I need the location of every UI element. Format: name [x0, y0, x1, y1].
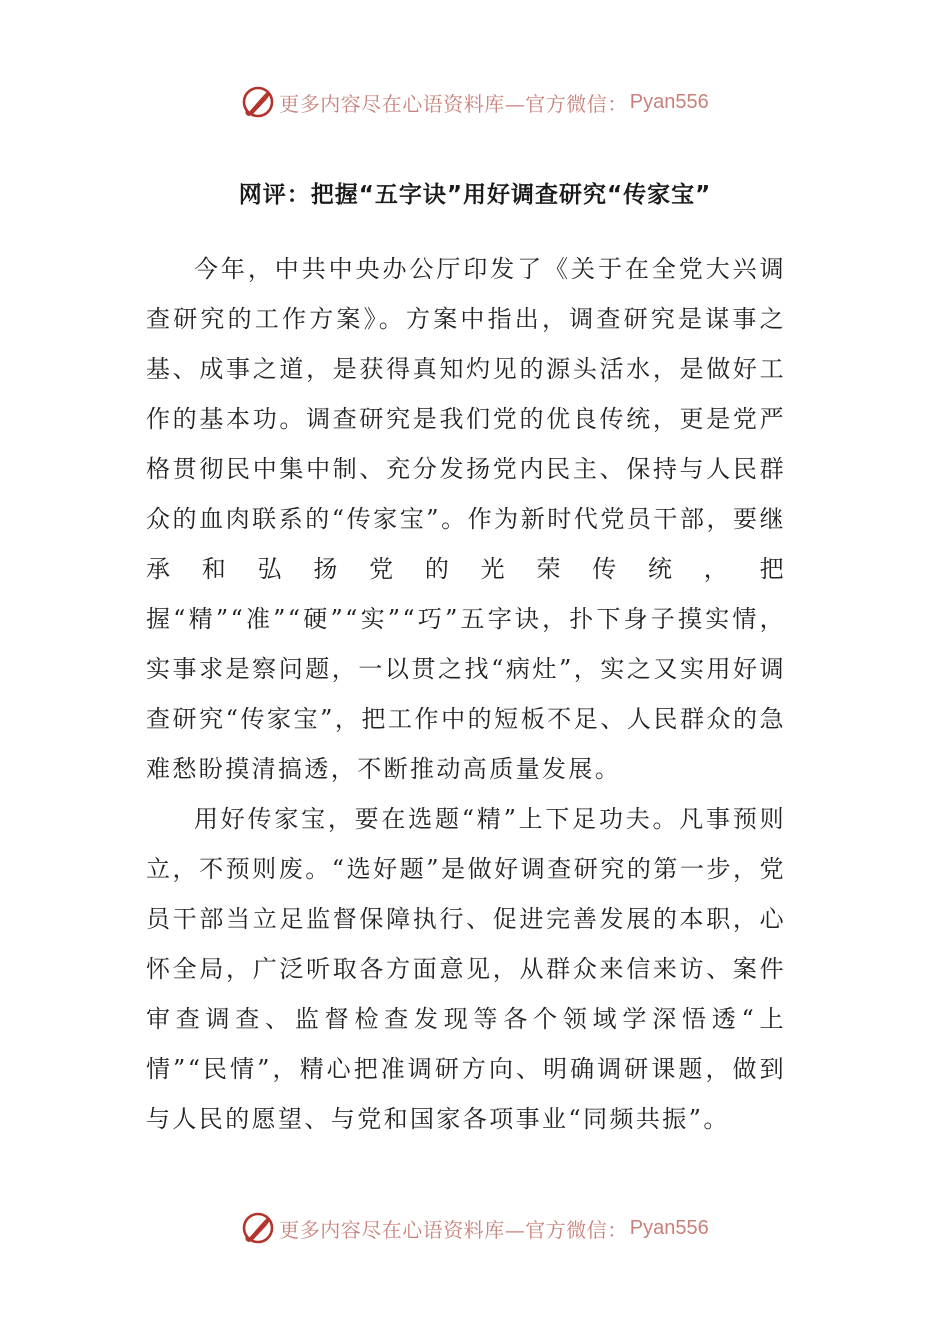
paragraph-1: 今年，中共中央办公厅印发了《关于在全党大兴调查研究的工作方案》。方案中指出，调查研究是谋事之基、成事之道，是获得真知灼见的源头活水，是做好工作的基本功。调查研究是我们党的优良传统，更是党严格贯彻民中集中制、充分发扬党内民主、保持与人民群众的血肉联系的“传家宝”。作为新时代党员干部，要继承和弘扬党的光荣传统，把握“精”“准”“硬”“实”“巧”五字诀，扑下身子摸实情，实事求是察问题，一以贯之找“病灶”，实之又实用好调查研究“传家宝”，把工作中的短板不足、人民群众的急难愁盼摸清搞透，不断推动高质量发展。	[146, 255, 786, 783]
footer-banner	[0, 1208, 950, 1248]
pen-nib-logo-icon	[241, 1211, 275, 1245]
paragraph-2: 用好传家宝，要在选题“精”上下足功夫。凡事预则立，不预则废。“选好题”是做好调查研究的第一步，党员干部当立足监督保障执行、促进完善发展的本职，心怀全局，广泛听取各方面意见，从群众来信来访、案件审查调查、监督检查发现等各个领域学深悟透“上情”“民情”，精心把准调研方向、明确调研课题，做到与人民的愿望、与党和国家各项事业“同频共振”。	[146, 805, 786, 1133]
article-body	[146, 244, 786, 1144]
article-title: 网评：把握“五字诀”用好调查研究“传家宝”	[238, 182, 712, 208]
wechat-id: Pyan556	[629, 1216, 709, 1239]
header-banner	[0, 82, 950, 122]
banner-text: 更多内容尽在心语资料库—官方微信：	[279, 91, 628, 116]
pen-nib-logo-icon	[241, 85, 275, 119]
banner-text: 更多内容尽在心语资料库—官方微信：	[279, 1217, 628, 1242]
wechat-id: Pyan556	[629, 90, 709, 113]
